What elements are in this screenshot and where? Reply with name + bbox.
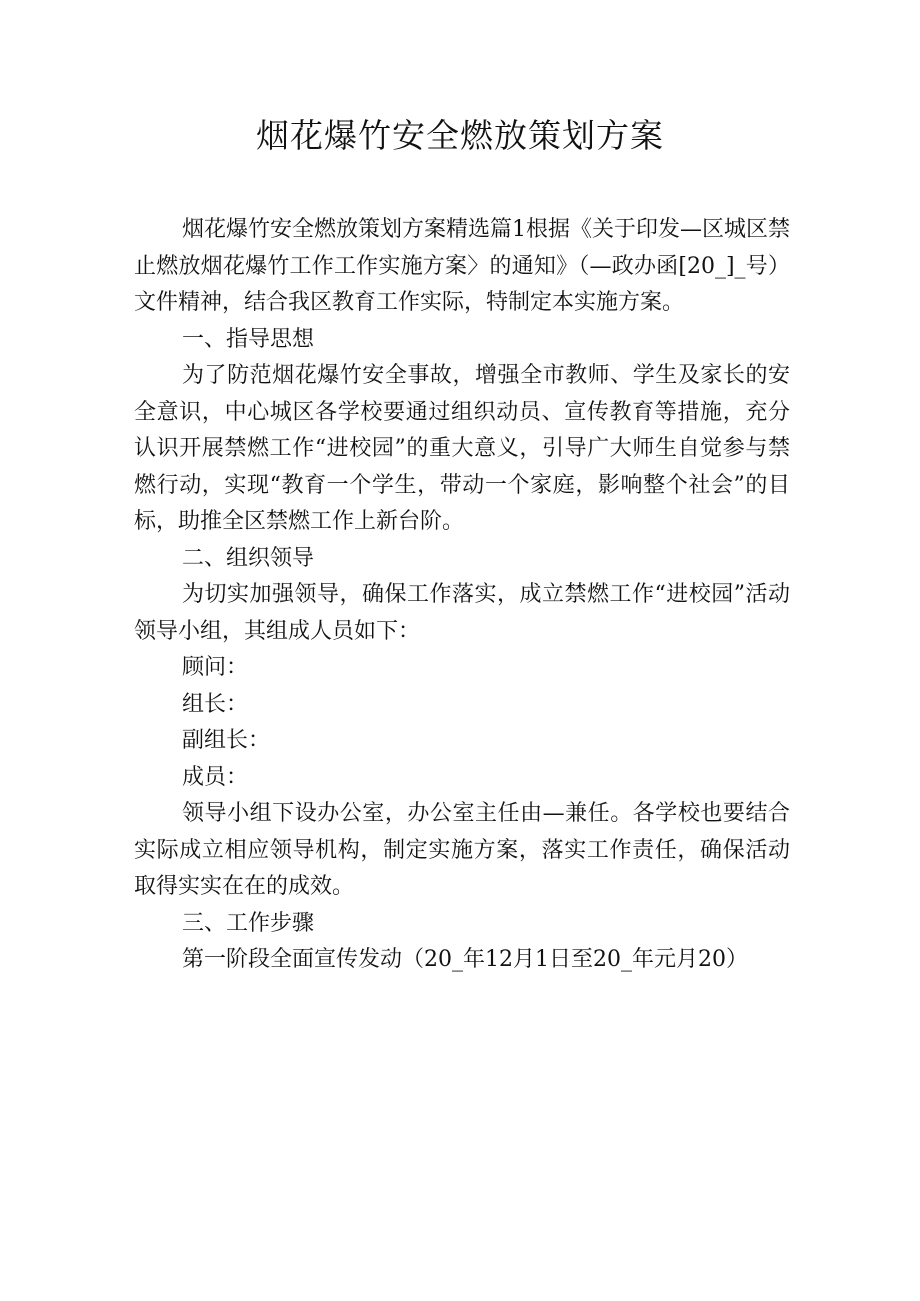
- document-body: [134, 212, 790, 979]
- stage-one-line: 第一阶段全面宣传发动（20_年12月1日至20_年元月20）: [182, 947, 748, 972]
- member-line-members: 成员：: [182, 764, 249, 790]
- member-line-deputy-leader: 副组长：: [182, 728, 271, 753]
- office-paragraph: 领导小组下设办公室，办公室主任由—兼任。各学校也要结合实际成立相应领导机构，制定实施方案，落实工作责任，确保活动取得实实在在的成效。: [134, 801, 790, 899]
- organization-paragraph: 为切实加强领导，确保工作落实，成立禁燃工作“进校园”活动领导小组，其组成人员如下：: [134, 582, 790, 644]
- intro-paragraph: 烟花爆竹安全燃放策划方案精选篇1根据《关于印发—区城区禁止燃放烟花爆竹工作工作实施方案〉的通知》（—政办函[20_]_号）文件精神，结合我区教育工作实际，特制定本实施方案。: [134, 217, 790, 315]
- section-heading-work-steps: 三、工作步骤: [182, 910, 315, 936]
- member-line-advisor: 顾问：: [182, 655, 249, 680]
- document-title: 烟花爆竹安全燃放策划方案: [256, 116, 664, 155]
- section-heading-organization: 二、组织领导: [182, 545, 315, 571]
- section-heading-guiding-ideology: 一、指导思想: [182, 326, 315, 352]
- guiding-ideology-paragraph: 为了防范烟花爆竹安全事故，增强全市教师、学生及家长的安全意识，中心城区各学校要通过组织动员、宣传教育等措施，充分认识开展禁燃工作“进校园”的重大意义，引导广大师生自觉参与禁燃行动，实现“教育一个学生，带动一个家庭，影响整个社会”的目标，助推全区禁燃工作上新台阶。: [134, 363, 790, 534]
- member-line-leader: 组长：: [182, 691, 249, 717]
